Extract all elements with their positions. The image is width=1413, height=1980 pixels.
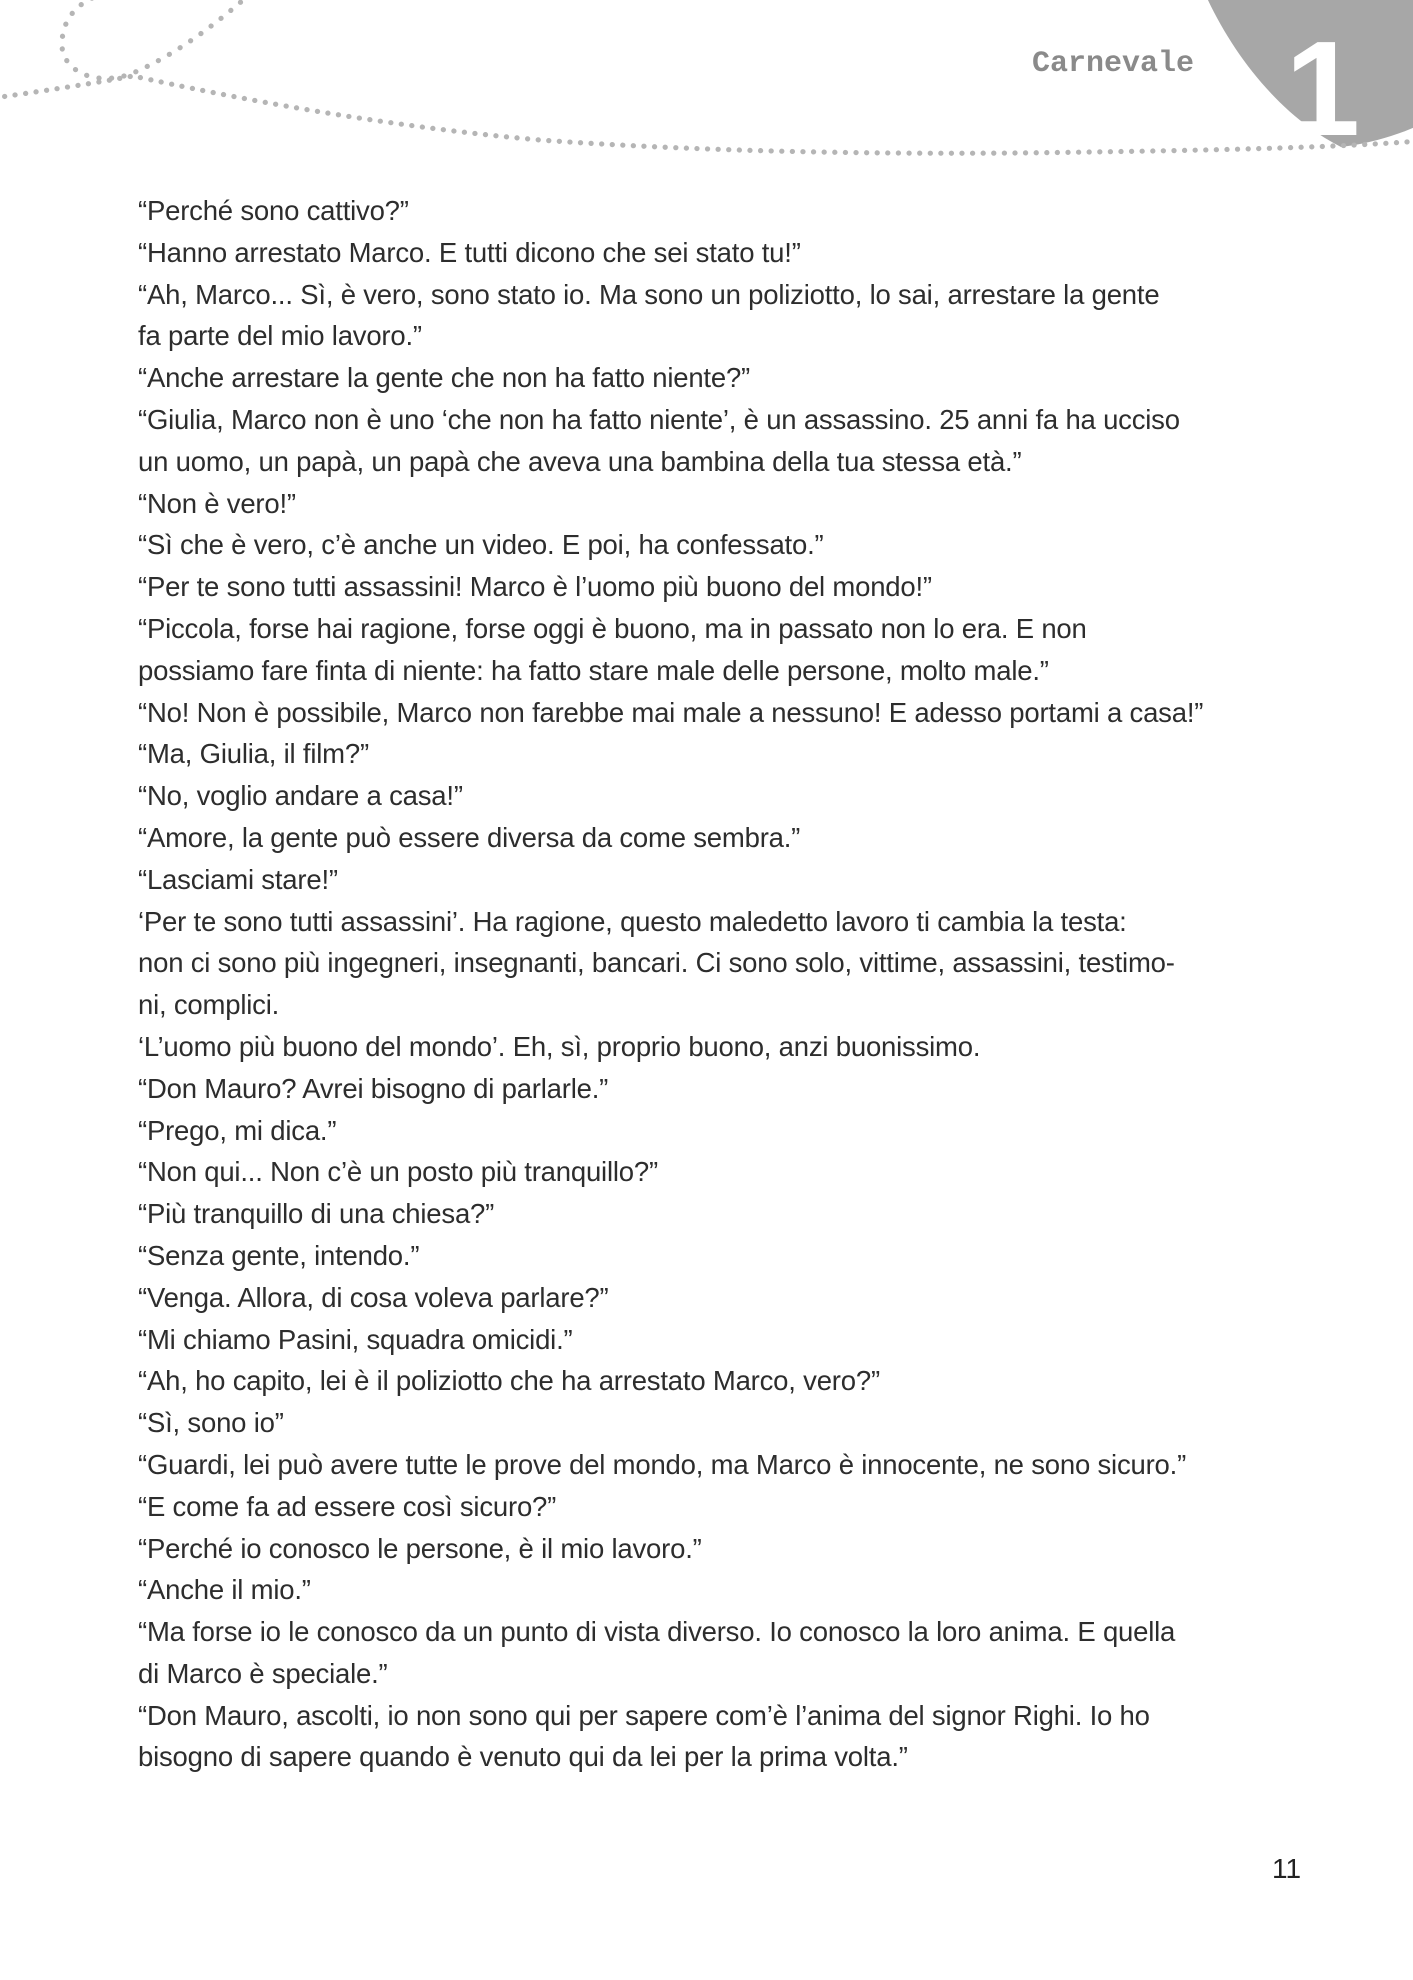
text-line: “No, voglio andare a casa!” xyxy=(138,780,463,812)
text-line: “Perché sono cattivo?” xyxy=(138,195,409,226)
text-line: “Ah, ho capito, lei è il poliziotto che ha arrestato Marco, vero?” xyxy=(138,1365,880,1397)
text-line: “Guardi, lei può avere tutte le prove del mondo, ma Marco è innocente, ne sono sicuro.” xyxy=(138,1448,1187,1480)
chapter-title: Carnevale xyxy=(1031,47,1194,81)
text-line: “Amore, la gente può essere diversa da come sembra.” xyxy=(138,821,801,853)
text-line: “Don Mauro? Avrei bisogno di parlarle.” xyxy=(138,1072,609,1104)
text-line: “Perché io conosco le persone, è il mio lavoro.” xyxy=(138,1532,702,1564)
text-line: “Mi chiamo Pasini, squadra omicidi.” xyxy=(138,1323,573,1355)
text-line: “Giulia, Marco non è uno ‘che non ha fatto niente’, è un assassino. 25 anni fa ha ucciso xyxy=(138,403,1180,435)
text-line: “Più tranquillo di una chiesa?” xyxy=(138,1198,495,1230)
text-line: “Non è vero!” xyxy=(138,487,296,519)
body-text xyxy=(138,190,1308,1778)
dotted-sweep-line xyxy=(0,76,1413,153)
text-line: ‘Per te sono tutti assassini’. Ha ragione, questo maledetto lavoro ti cambia la testa: xyxy=(138,905,1127,937)
text-line: “Ma forse io le conosco da un punto di vista diverso. Io conosco la loro anima. E quella xyxy=(138,1616,1176,1648)
page-number: 11 xyxy=(1272,1853,1302,1884)
text-line: non ci sono più ingegneri, insegnanti, bancari. Ci sono solo, vittime, assassini, testimo- xyxy=(138,947,1175,979)
text-line: “Sì che è vero, c’è anche un video. E poi, ha confessato.” xyxy=(138,529,824,561)
text-line: “Prego, mi dica.” xyxy=(138,1114,337,1146)
text-line: “Anche arrestare la gente che non ha fatto niente?” xyxy=(138,362,751,394)
text-line: “Piccola, forse hai ragione, forse oggi è buono, ma in passato non lo era. E non xyxy=(138,612,1087,644)
text-line: “Ah, Marco... Sì, è vero, sono stato io. Ma sono un poliziotto, lo sai, arrestare la gente xyxy=(138,278,1160,310)
text-line: un uomo, un papà, un papà che aveva una bambina della tua stessa età.” xyxy=(138,445,1022,477)
text-line: “Per te sono tutti assassini! Marco è l’uomo più buono del mondo!” xyxy=(138,571,932,603)
dotted-loop-flourish xyxy=(62,0,250,78)
text-line: ‘L’uomo più buono del mondo’. Eh, sì, proprio buono, anzi buonissimo. xyxy=(138,1030,981,1062)
text-line: di Marco è speciale.” xyxy=(138,1657,388,1689)
text-line: “Ma, Giulia, il film?” xyxy=(138,738,369,770)
text-line: “Venga. Allora, di cosa voleva parlare?” xyxy=(138,1281,609,1313)
text-line: “Don Mauro, ascolti, io non sono qui per sapere com’è l’anima del signor Righi. Io ho xyxy=(138,1699,1150,1731)
chapter-number: 1 xyxy=(1285,13,1361,164)
text-line: “Non qui... Non c’è un posto più tranquillo?” xyxy=(138,1156,658,1188)
text-line: “Senza gente, intendo.” xyxy=(138,1239,420,1271)
text-line: “Hanno arrestato Marco. E tutti dicono che sei stato tu!” xyxy=(138,236,801,268)
text-line: fa parte del mio lavoro.” xyxy=(138,320,422,352)
text-line: “Lasciami stare!” xyxy=(138,863,338,895)
text-line: “E come fa ad essere così sicuro?” xyxy=(138,1490,557,1522)
text-line: ni, complici. xyxy=(138,989,280,1021)
text-line: “Anche il mio.” xyxy=(138,1574,311,1606)
text-line: bisogno di sapere quando è venuto qui da lei per la prima volta.” xyxy=(138,1741,908,1773)
text-line: possiamo fare finta di niente: ha fatto stare male delle persone, molto male.” xyxy=(138,654,1049,686)
text-line: “No! Non è possibile, Marco non farebbe mai male a nessuno! E adesso portami a casa!” xyxy=(138,696,1204,728)
text-line: “Sì, sono io” xyxy=(138,1407,284,1439)
